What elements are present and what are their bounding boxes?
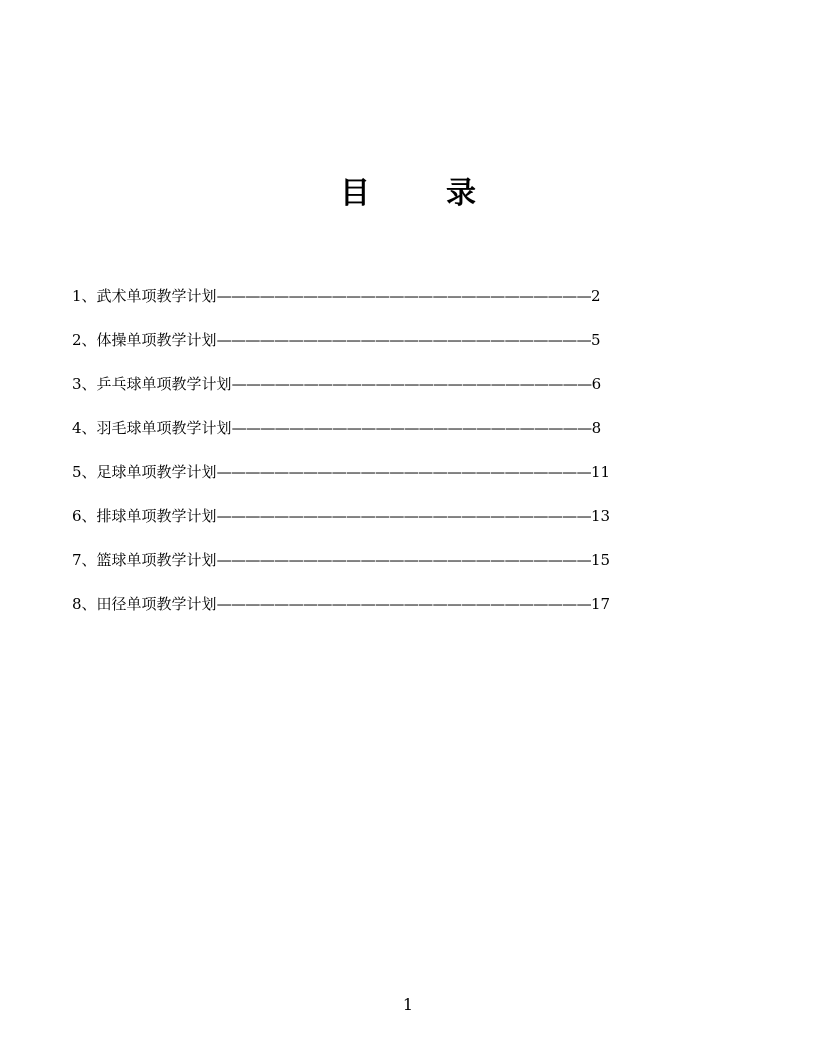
toc-page-number: 2 <box>590 287 601 305</box>
page-title-second-char: 录 <box>446 176 476 211</box>
toc-page-number: 17 <box>590 595 611 613</box>
toc-leader: —————————————————————————— <box>216 287 591 305</box>
toc-item-badminton[interactable] <box>72 416 672 460</box>
toc-page-number: 6 <box>591 375 602 393</box>
toc-leader: —————————————————————————— <box>216 507 591 525</box>
toc-page-number: 11 <box>590 463 611 481</box>
toc-leader: —————————————————————————— <box>216 331 591 349</box>
toc-leader: ————————————————————————— <box>231 375 592 393</box>
table-of-contents <box>72 284 672 636</box>
toc-item-number: 1、 <box>72 287 97 305</box>
toc-item-football[interactable] <box>72 460 672 504</box>
toc-item-wushu[interactable] <box>72 284 672 328</box>
toc-item-title: 武术单项教学计划 <box>96 287 217 305</box>
toc-item-title: 羽毛球单项教学计划 <box>96 419 232 437</box>
toc-item-title: 篮球单项教学计划 <box>96 551 217 569</box>
toc-page-number: 8 <box>591 419 602 437</box>
toc-item-table-tennis[interactable] <box>72 372 672 416</box>
page-title-first-char: 目 <box>340 176 370 211</box>
toc-item-gymnastics[interactable] <box>72 328 672 372</box>
toc-page-number: 15 <box>590 551 611 569</box>
toc-item-title: 田径单项教学计划 <box>96 595 217 613</box>
toc-item-volleyball[interactable] <box>72 504 672 548</box>
toc-item-basketball[interactable] <box>72 548 672 592</box>
toc-item-title: 排球单项教学计划 <box>96 507 217 525</box>
toc-item-title: 乒乓球单项教学计划 <box>96 375 232 393</box>
toc-item-number: 2、 <box>72 331 97 349</box>
toc-item-title: 足球单项教学计划 <box>96 463 217 481</box>
toc-item-title: 体操单项教学计划 <box>96 331 217 349</box>
toc-page-number: 13 <box>590 507 611 525</box>
page-title <box>0 172 816 216</box>
toc-item-number: 6、 <box>72 507 97 525</box>
toc-item-track-and-field[interactable] <box>72 592 672 636</box>
page-number: 1 <box>402 995 414 1014</box>
toc-leader: —————————————————————————— <box>216 595 591 613</box>
toc-page-number: 5 <box>590 331 601 349</box>
toc-item-number: 5、 <box>72 463 97 481</box>
toc-leader: —————————————————————————— <box>216 551 591 569</box>
toc-item-number: 8、 <box>72 595 97 613</box>
toc-item-number: 3、 <box>72 375 97 393</box>
toc-leader: ————————————————————————— <box>231 419 592 437</box>
toc-item-number: 4、 <box>72 419 97 437</box>
toc-item-number: 7、 <box>72 551 97 569</box>
toc-leader: —————————————————————————— <box>216 463 591 481</box>
